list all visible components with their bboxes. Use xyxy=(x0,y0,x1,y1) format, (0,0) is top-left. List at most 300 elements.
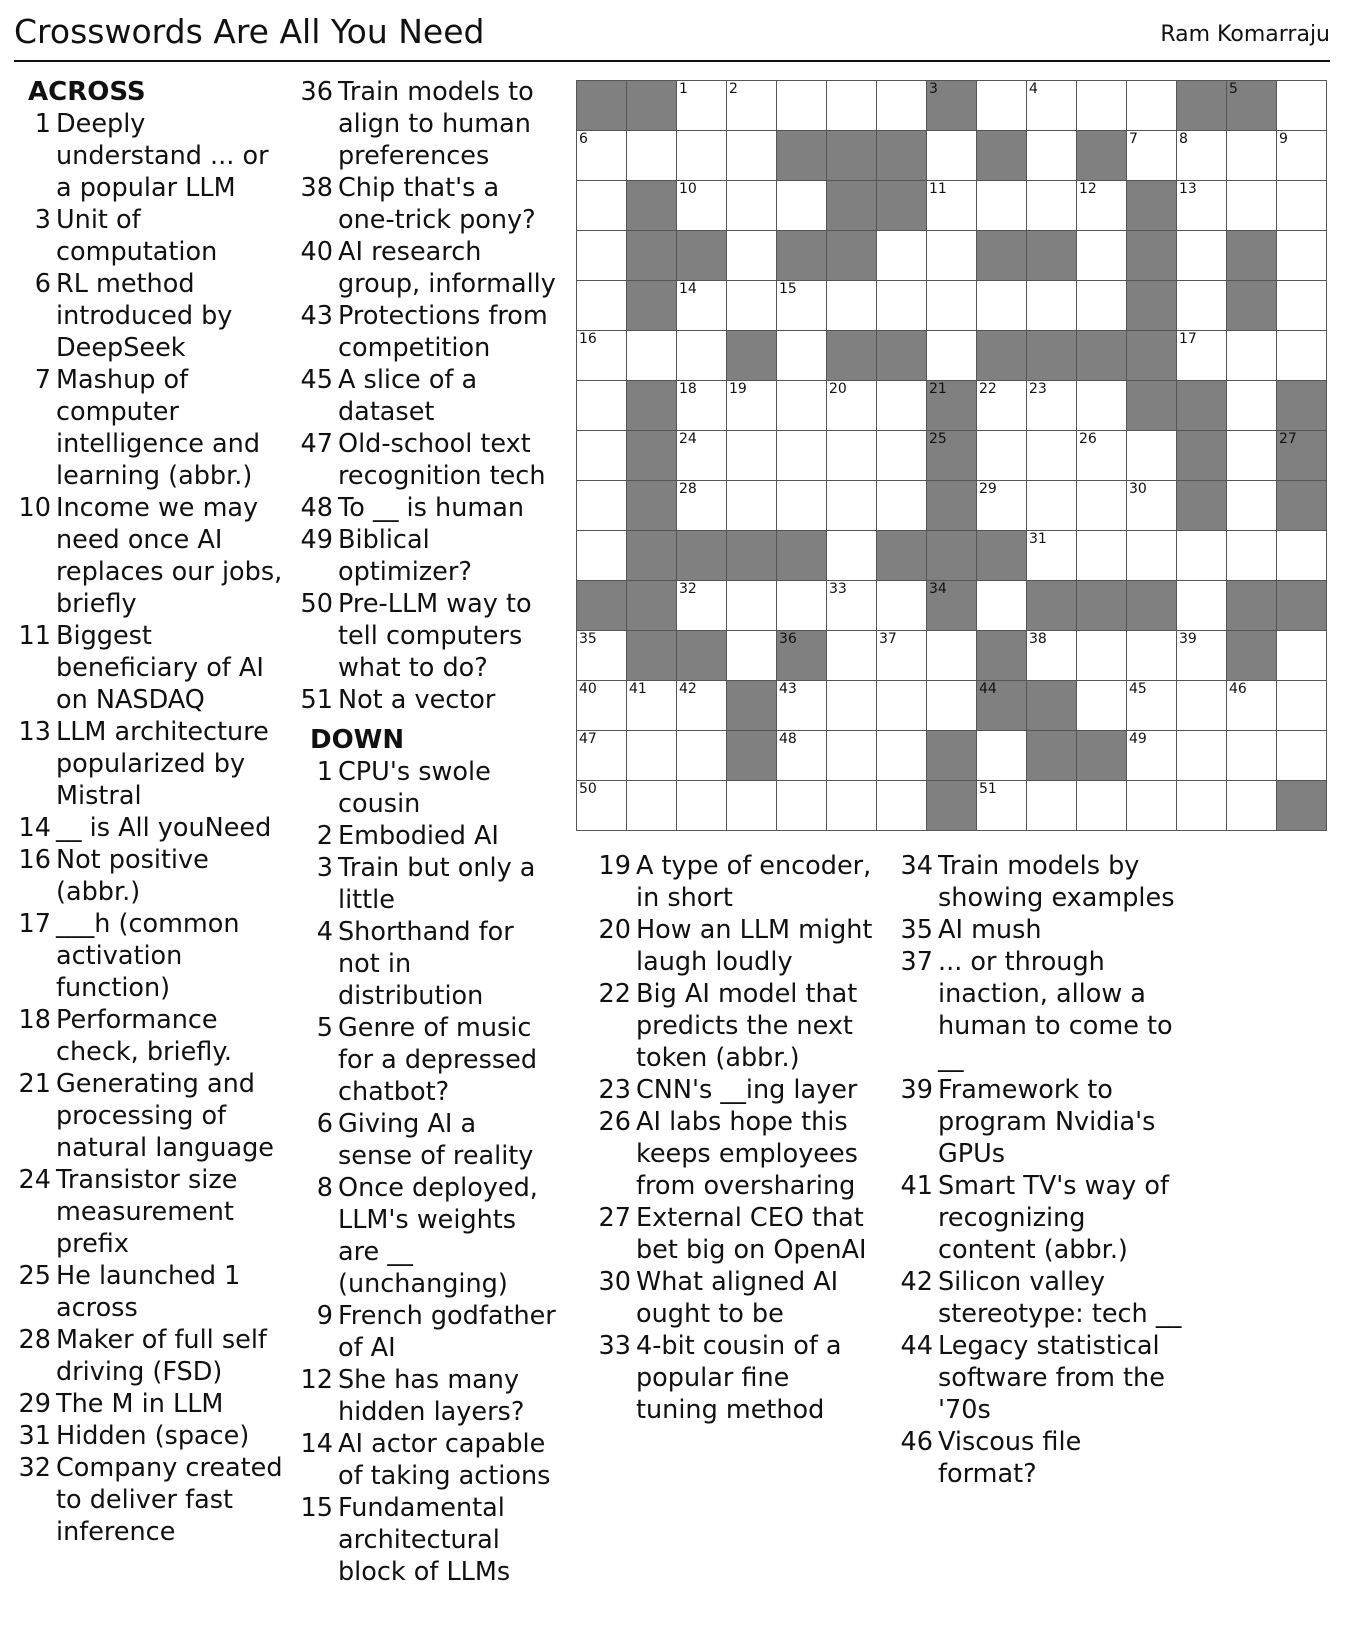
grid-cell[interactable] xyxy=(627,131,677,181)
clue-text: Viscous file format? xyxy=(938,1427,1082,1489)
grid-cell[interactable] xyxy=(1027,281,1077,331)
grid-cell[interactable] xyxy=(777,681,827,731)
grid-cell[interactable] xyxy=(877,81,927,131)
grid-cell[interactable] xyxy=(677,431,727,481)
grid-cell[interactable] xyxy=(977,731,1027,781)
grid-cell[interactable] xyxy=(877,281,927,331)
clue-column-2 xyxy=(296,76,558,1588)
black-cell xyxy=(1027,331,1077,381)
grid-cell[interactable] xyxy=(1127,781,1177,831)
grid-cell[interactable] xyxy=(777,481,827,531)
across-clue-13[interactable] xyxy=(14,716,284,812)
black-cell xyxy=(1027,581,1077,631)
grid-cell[interactable] xyxy=(627,331,677,381)
black-cell xyxy=(777,231,827,281)
black-cell xyxy=(977,681,1027,731)
down-clue-23[interactable] xyxy=(594,1074,876,1106)
grid-cell[interactable] xyxy=(1177,231,1227,281)
clue-number: 25 xyxy=(18,1261,51,1291)
grid-cell[interactable] xyxy=(1077,181,1127,231)
grid-cell[interactable] xyxy=(577,381,627,431)
grid-cell[interactable] xyxy=(727,581,777,631)
grid-cell[interactable] xyxy=(877,681,927,731)
grid-cell[interactable] xyxy=(877,731,927,781)
grid-cell[interactable] xyxy=(1227,481,1277,531)
grid-cell[interactable] xyxy=(1277,281,1327,331)
grid-cell[interactable] xyxy=(577,331,627,381)
grid-cell[interactable] xyxy=(627,781,677,831)
across-clue-40[interactable] xyxy=(296,236,558,300)
grid-cell[interactable] xyxy=(827,431,877,481)
across-clue-3[interactable] xyxy=(14,204,284,268)
grid-cell[interactable] xyxy=(577,131,627,181)
grid-cell[interactable] xyxy=(927,281,977,331)
grid-cell[interactable] xyxy=(1127,131,1177,181)
clue-column-4 xyxy=(896,850,1186,1490)
clue-number: 44 xyxy=(900,1331,933,1361)
grid-cell[interactable] xyxy=(677,281,727,331)
across-clue-11[interactable] xyxy=(14,620,284,716)
grid-cell[interactable] xyxy=(727,231,777,281)
black-cell xyxy=(777,631,827,681)
black-cell xyxy=(927,581,977,631)
grid-cell[interactable] xyxy=(1227,531,1277,581)
grid-cell[interactable] xyxy=(1027,781,1077,831)
grid-cell[interactable] xyxy=(927,331,977,381)
grid-cell[interactable] xyxy=(1127,431,1177,481)
across-clue-21[interactable] xyxy=(14,1068,284,1164)
grid-cell[interactable] xyxy=(727,631,777,681)
cell-number: 21 xyxy=(929,381,947,397)
down-clue-1[interactable] xyxy=(296,756,558,820)
clue-number: 22 xyxy=(598,979,631,1009)
grid-cell[interactable] xyxy=(827,281,877,331)
grid-cell[interactable] xyxy=(577,431,627,481)
across-clue-18[interactable] xyxy=(14,1004,284,1068)
black-cell xyxy=(777,531,827,581)
clue-text: Generating and processing of natural language xyxy=(56,1069,274,1163)
clue-number: 31 xyxy=(18,1421,51,1451)
down-clue-9[interactable] xyxy=(296,1300,558,1364)
clue-text: Company created to deliver fast inference xyxy=(56,1453,283,1547)
black-cell xyxy=(927,731,977,781)
cell-number: 4 xyxy=(1029,81,1038,97)
grid-cell[interactable] xyxy=(877,481,927,531)
grid-cell[interactable] xyxy=(1077,231,1127,281)
across-clue-28[interactable] xyxy=(14,1324,284,1388)
grid-cell[interactable] xyxy=(827,81,877,131)
clue-text: ___h (common activation function) xyxy=(56,909,240,1003)
down-clue-19[interactable] xyxy=(594,850,876,914)
grid-cell[interactable] xyxy=(577,531,627,581)
down-clue-39[interactable] xyxy=(896,1074,1186,1170)
grid-cell[interactable] xyxy=(827,681,877,731)
grid-cell[interactable] xyxy=(727,81,777,131)
grid-cell[interactable] xyxy=(727,281,777,331)
grid-cell[interactable] xyxy=(1277,181,1327,231)
down-clue-30[interactable] xyxy=(594,1266,876,1330)
grid-cell[interactable] xyxy=(977,281,1027,331)
grid-cell[interactable] xyxy=(827,781,877,831)
grid-cell[interactable] xyxy=(1027,81,1077,131)
grid-cell[interactable] xyxy=(1077,381,1127,431)
grid-cell[interactable] xyxy=(1227,381,1277,431)
grid-cell[interactable] xyxy=(1277,131,1327,181)
across-clue-50[interactable] xyxy=(296,588,558,684)
grid-cell[interactable] xyxy=(1127,731,1177,781)
grid-cell[interactable] xyxy=(927,631,977,681)
black-cell xyxy=(1277,381,1327,431)
grid-cell[interactable] xyxy=(727,481,777,531)
clue-number: 23 xyxy=(598,1075,631,1105)
across-heading: ACROSS xyxy=(28,77,146,107)
grid-cell[interactable] xyxy=(877,781,927,831)
black-cell xyxy=(627,531,677,581)
grid-cell[interactable] xyxy=(1277,631,1327,681)
grid-cell[interactable] xyxy=(1077,431,1127,481)
grid-cell[interactable] xyxy=(827,531,877,581)
grid-cell[interactable] xyxy=(727,181,777,231)
clue-number: 40 xyxy=(300,237,333,267)
grid-cell[interactable] xyxy=(1027,381,1077,431)
grid-cell[interactable] xyxy=(877,231,927,281)
grid-cell[interactable] xyxy=(1127,531,1177,581)
grid-cell[interactable] xyxy=(1227,131,1277,181)
grid-cell[interactable] xyxy=(977,581,1027,631)
clue-text: Transistor size measurement prefix xyxy=(56,1165,238,1259)
across-clue-31[interactable] xyxy=(14,1420,284,1452)
clue-number: 27 xyxy=(598,1203,631,1233)
grid-cell[interactable] xyxy=(827,581,877,631)
across-clue-14[interactable] xyxy=(14,812,284,844)
grid-cell[interactable] xyxy=(677,131,727,181)
across-clue-43[interactable] xyxy=(296,300,558,364)
across-clue-17[interactable] xyxy=(14,908,284,1004)
down-clue-12[interactable] xyxy=(296,1364,558,1428)
clue-column-1 xyxy=(14,76,284,1548)
grid-cell[interactable] xyxy=(877,381,927,431)
across-clue-29[interactable] xyxy=(14,1388,284,1420)
clue-number: 32 xyxy=(18,1453,51,1483)
cell-number: 11 xyxy=(929,181,947,197)
across-clue-7[interactable] xyxy=(14,364,284,492)
clue-number: 33 xyxy=(598,1331,631,1361)
clue-text: AI mush xyxy=(938,915,1042,945)
black-cell xyxy=(1027,731,1077,781)
black-cell xyxy=(1177,381,1227,431)
grid-cell[interactable] xyxy=(1227,331,1277,381)
black-cell xyxy=(677,231,727,281)
puzzle-author: Ram Komarraju xyxy=(1160,22,1330,47)
black-cell xyxy=(777,131,827,181)
grid-cell[interactable] xyxy=(1177,181,1227,231)
across-clue-16[interactable] xyxy=(14,844,284,908)
cell-number: 49 xyxy=(1129,731,1147,747)
clue-number: 47 xyxy=(300,429,333,459)
black-cell xyxy=(1177,481,1227,531)
across-clue-36[interactable] xyxy=(296,76,558,172)
grid-cell[interactable] xyxy=(1177,331,1227,381)
down-clue-4[interactable] xyxy=(296,916,558,1012)
clue-number: 41 xyxy=(900,1171,933,1201)
cell-number: 48 xyxy=(779,731,797,747)
puzzle-title: Crosswords Are All You Need xyxy=(14,12,485,51)
black-cell xyxy=(1027,681,1077,731)
across-clue-48[interactable] xyxy=(296,492,558,524)
cell-number: 15 xyxy=(779,281,797,297)
grid-cell[interactable] xyxy=(577,781,627,831)
grid-cell[interactable] xyxy=(1227,731,1277,781)
grid-cell[interactable] xyxy=(727,131,777,181)
black-cell xyxy=(1227,231,1277,281)
down-clue-34[interactable] xyxy=(896,850,1186,914)
cell-number: 16 xyxy=(579,331,597,347)
cell-number: 1 xyxy=(679,81,688,97)
down-clue-46[interactable] xyxy=(896,1426,1186,1490)
clue-text: Fundamental architectural block of LLMs xyxy=(338,1493,511,1587)
grid-cell[interactable] xyxy=(1227,181,1277,231)
clue-text: CPU's swole cousin xyxy=(338,757,491,819)
grid-cell[interactable] xyxy=(777,331,827,381)
grid-cell[interactable] xyxy=(1127,481,1177,531)
clue-number: 36 xyxy=(300,77,333,107)
clue-text: ... or through inaction, allow a human to come to __ xyxy=(938,947,1173,1073)
grid-cell[interactable] xyxy=(1177,731,1227,781)
clue-text: Train models to align to human preferences xyxy=(338,77,534,171)
clue-number: 12 xyxy=(300,1365,333,1395)
cell-number: 22 xyxy=(979,381,997,397)
grid-cell[interactable] xyxy=(1177,681,1227,731)
clue-text: AI research group, informally xyxy=(338,237,556,299)
grid-cell[interactable] xyxy=(677,181,727,231)
grid-cell[interactable] xyxy=(1177,581,1227,631)
black-cell xyxy=(1177,81,1227,131)
grid-cell[interactable] xyxy=(1027,531,1077,581)
cell-number: 44 xyxy=(979,681,997,697)
grid-cell[interactable] xyxy=(1177,631,1227,681)
grid-cell[interactable] xyxy=(727,381,777,431)
grid-cell[interactable] xyxy=(1277,531,1327,581)
crossword-grid[interactable] xyxy=(576,80,1327,831)
grid-cell[interactable] xyxy=(1077,681,1127,731)
grid-cell[interactable] xyxy=(827,731,877,781)
grid-cell[interactable] xyxy=(1077,281,1127,331)
grid-cell[interactable] xyxy=(877,581,927,631)
clue-text: CNN's __ing layer xyxy=(636,1075,858,1105)
grid-cell[interactable] xyxy=(577,231,627,281)
grid-cell[interactable] xyxy=(777,181,827,231)
grid-cell[interactable] xyxy=(727,781,777,831)
grid-cell[interactable] xyxy=(677,581,727,631)
across-clue-45[interactable] xyxy=(296,364,558,428)
clue-number: 3 xyxy=(34,205,51,235)
clue-text: AI actor capable of taking actions xyxy=(338,1429,551,1491)
grid-cell[interactable] xyxy=(577,681,627,731)
across-clue-38[interactable] xyxy=(296,172,558,236)
down-clue-44[interactable] xyxy=(896,1330,1186,1426)
grid-cell[interactable] xyxy=(1277,681,1327,731)
across-clue-47[interactable] xyxy=(296,428,558,492)
grid-cell[interactable] xyxy=(927,131,977,181)
grid-cell[interactable] xyxy=(1177,281,1227,331)
clue-text: Hidden (space) xyxy=(56,1421,250,1451)
grid-cell[interactable] xyxy=(927,681,977,731)
grid-cell[interactable] xyxy=(777,431,827,481)
across-clue-32[interactable] xyxy=(14,1452,284,1548)
black-cell xyxy=(1127,231,1177,281)
grid-cell[interactable] xyxy=(777,581,827,631)
grid-cell[interactable] xyxy=(677,81,727,131)
black-cell xyxy=(1077,581,1127,631)
grid-cell[interactable] xyxy=(1027,181,1077,231)
grid-cell[interactable] xyxy=(677,681,727,731)
cell-number: 3 xyxy=(929,81,938,97)
across-clue-25[interactable] xyxy=(14,1260,284,1324)
clue-text: How an LLM might laugh loudly xyxy=(636,915,873,977)
grid-cell[interactable] xyxy=(777,281,827,331)
grid-cell[interactable] xyxy=(1077,481,1127,531)
grid-cell[interactable] xyxy=(677,481,727,531)
grid-cell[interactable] xyxy=(977,81,1027,131)
clue-text: Big AI model that predicts the next token (abbr.) xyxy=(636,979,858,1073)
down-clue-27[interactable] xyxy=(594,1202,876,1266)
down-clue-3[interactable] xyxy=(296,852,558,916)
grid-cell[interactable] xyxy=(677,731,727,781)
grid-cell[interactable] xyxy=(977,381,1027,431)
grid-cell[interactable] xyxy=(1027,131,1077,181)
grid-cell[interactable] xyxy=(1077,631,1127,681)
clue-number: 19 xyxy=(598,851,631,881)
clue-text: Unit of computation xyxy=(56,205,218,267)
grid-cell[interactable] xyxy=(1177,531,1227,581)
grid-cell[interactable] xyxy=(1227,781,1277,831)
grid-cell[interactable] xyxy=(1027,481,1077,531)
grid-cell[interactable] xyxy=(827,481,877,531)
grid-cell[interactable] xyxy=(1077,781,1127,831)
black-cell xyxy=(1227,281,1277,331)
grid-cell[interactable] xyxy=(1027,631,1077,681)
down-clue-26[interactable] xyxy=(594,1106,876,1202)
grid-cell[interactable] xyxy=(777,81,827,131)
black-cell xyxy=(1077,331,1127,381)
grid-cell[interactable] xyxy=(1277,331,1327,381)
down-clue-33[interactable] xyxy=(594,1330,876,1426)
grid-cell[interactable] xyxy=(1227,431,1277,481)
grid-cell[interactable] xyxy=(1127,681,1177,731)
cell-number: 50 xyxy=(579,781,597,797)
clue-number: 49 xyxy=(300,525,333,555)
grid-cell[interactable] xyxy=(577,181,627,231)
grid-cell[interactable] xyxy=(577,731,627,781)
grid-cell[interactable] xyxy=(827,631,877,681)
grid-cell[interactable] xyxy=(1127,631,1177,681)
grid-cell[interactable] xyxy=(777,381,827,431)
grid-cell[interactable] xyxy=(777,731,827,781)
grid-cell[interactable] xyxy=(827,381,877,431)
clue-number: 15 xyxy=(300,1493,333,1523)
across-clue-51[interactable] xyxy=(296,684,558,716)
down-clue-20[interactable] xyxy=(594,914,876,978)
grid-cell[interactable] xyxy=(627,681,677,731)
cell-number: 42 xyxy=(679,681,697,697)
across-clue-10[interactable] xyxy=(14,492,284,620)
grid-cell[interactable] xyxy=(1277,731,1327,781)
grid-cell[interactable] xyxy=(877,431,927,481)
across-clue-6[interactable] xyxy=(14,268,284,364)
black-cell xyxy=(577,581,627,631)
grid-cell[interactable] xyxy=(977,481,1027,531)
down-clue-8[interactable] xyxy=(296,1172,558,1300)
grid-cell[interactable] xyxy=(677,781,727,831)
clue-text: What aligned AI ought to be xyxy=(636,1267,839,1329)
grid-cell[interactable] xyxy=(677,381,727,431)
down-clue-41[interactable] xyxy=(896,1170,1186,1266)
clue-text: Legacy statistical software from the '70s xyxy=(938,1331,1165,1425)
cell-number: 17 xyxy=(1179,331,1197,347)
cell-number: 10 xyxy=(679,181,697,197)
grid-cell[interactable] xyxy=(1177,781,1227,831)
down-clue-35[interactable] xyxy=(896,914,1186,946)
grid-cell[interactable] xyxy=(1177,131,1227,181)
clue-column-3 xyxy=(594,850,876,1426)
black-cell xyxy=(1077,131,1127,181)
cell-number: 9 xyxy=(1279,131,1288,147)
grid-cell[interactable] xyxy=(1277,81,1327,131)
grid-cell[interactable] xyxy=(877,631,927,681)
down-clue-22[interactable] xyxy=(594,978,876,1074)
grid-cell[interactable] xyxy=(927,231,977,281)
cell-number: 2 xyxy=(729,81,738,97)
grid-cell[interactable] xyxy=(1077,81,1127,131)
down-clue-15[interactable] xyxy=(296,1492,558,1588)
grid-cell[interactable] xyxy=(577,481,627,531)
down-clue-2[interactable] xyxy=(296,820,558,852)
cell-number: 25 xyxy=(929,431,947,447)
clue-number: 29 xyxy=(18,1389,51,1419)
black-cell xyxy=(1177,431,1227,481)
grid-cell[interactable] xyxy=(1227,681,1277,731)
across-clue-49[interactable] xyxy=(296,524,558,588)
clue-text: Embodied AI xyxy=(338,821,499,851)
grid-cell[interactable] xyxy=(977,181,1027,231)
grid-cell[interactable] xyxy=(1277,231,1327,281)
across-clue-1[interactable] xyxy=(14,108,284,204)
grid-cell[interactable] xyxy=(677,331,727,381)
across-clue-24[interactable] xyxy=(14,1164,284,1260)
down-clue-42[interactable] xyxy=(896,1266,1186,1330)
grid-cell[interactable] xyxy=(1077,531,1127,581)
grid-cell[interactable] xyxy=(977,781,1027,831)
clue-number: 6 xyxy=(316,1109,333,1139)
down-clue-6[interactable] xyxy=(296,1108,558,1172)
clue-text: Income we may need once AI replaces our jobs, briefly xyxy=(56,493,283,619)
grid-cell[interactable] xyxy=(977,431,1027,481)
grid-cell[interactable] xyxy=(577,631,627,681)
down-clue-5[interactable] xyxy=(296,1012,558,1108)
clue-number: 11 xyxy=(18,621,51,651)
grid-cell[interactable] xyxy=(727,431,777,481)
down-clue-14[interactable] xyxy=(296,1428,558,1492)
grid-cell[interactable] xyxy=(627,731,677,781)
grid-cell[interactable] xyxy=(1027,431,1077,481)
cell-number: 31 xyxy=(1029,531,1047,547)
grid-cell[interactable] xyxy=(777,781,827,831)
grid-cell[interactable] xyxy=(1127,81,1177,131)
grid-cell[interactable] xyxy=(927,181,977,231)
down-clue-37[interactable] xyxy=(896,946,1186,1074)
cell-number: 46 xyxy=(1229,681,1247,697)
grid-cell[interactable] xyxy=(577,281,627,331)
